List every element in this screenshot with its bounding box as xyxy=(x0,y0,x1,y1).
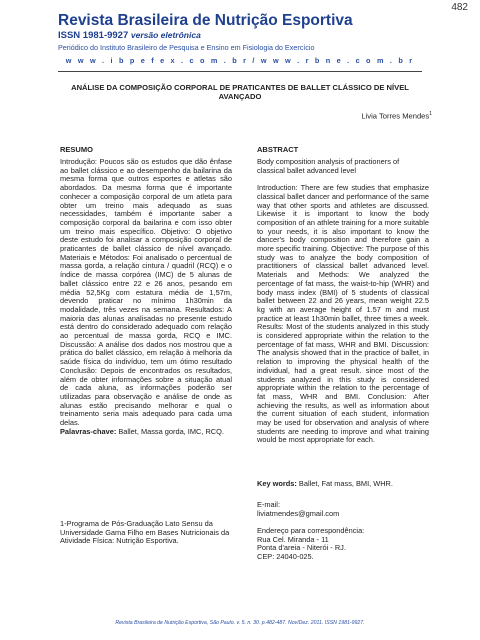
resumo-heading: RESUMO xyxy=(60,145,93,154)
keywords-pt xyxy=(60,428,232,437)
keywords-en-value: Ballet, Fat mass, BMI, WHR. xyxy=(298,479,393,488)
address-cep: CEP: 24040-025. xyxy=(257,552,314,562)
abstract-title: Body composition analysis of practioners of classical ballet advanced level xyxy=(257,157,400,175)
publisher-line: Periódico do Instituto Brasileiro de Pesquisa e Ensino em Fisiologia do Exercício xyxy=(58,43,315,52)
author-name: Livia Torres Mendes xyxy=(361,111,430,121)
email-address[interactable]: liviatmendes@gmail.com xyxy=(257,509,340,518)
keywords-en xyxy=(257,480,429,489)
abstract-content xyxy=(257,158,429,445)
keywords-pt-value: Ballet, Massa gorda, IMC, RCQ. xyxy=(118,427,224,436)
keywords-pt-label: Palavras-chave: xyxy=(60,427,117,436)
address-line-1: Rua Cel. Miranda - 11 xyxy=(257,534,329,544)
correspondence-address xyxy=(257,527,429,562)
journal-urls: w w w . i b p e f e x . c o m . b r / w w w . r b n e . c o m . b r xyxy=(65,56,415,65)
abstract-heading: ABSTRACT xyxy=(257,145,299,154)
resumo-body: Introdução: Poucos são os estudos que dão ênfase ao ballet clássico e ao desempenho da bailarina da mesma forma que outros esportes e atletas são abordados. Da mesma forma que é importante conhecer a composição corporal de um atleta para obter um treino mais adequado as suas necessidades, também é importante saber a composição corporal da bailarina e com isso obter um treino mais específico. Objetivo: O objetivo deste estudo foi analisar a composição corporal de praticantes de ballet clássico de nível avançado. Materiais e Métodos: Foi analisado o percentual de massa gorda, a relação cintura / quadril (RCQ) e o índice de massa corpórea (IMC) de 5 alunas de ballet clássico entre 22 e 26 anos, pesando em média 52,5Kg com estatura média de 1,57m, devendo praticar no mínimo 1h30min da modalidade, três vezes na semana. Resultados: A maioria das alunas analisadas no presente estudo está dentro do considerado adequado com relação ao percentual de massa gorda, RCQ e IMC. Discussão: A análise dos dados nos mostrou que a prática do ballet clássico, em relação à melhoria da saúde física do indivíduo, tem um ótimo resultado Conclusão: Depois de encontrados os resultados, além de obter informações sobre a situação atual de cada aluna, as informações poderão ser utilizadas para observação e análise de onde as alunas estão precisando melhorar e qual o treinamento seria mais adequado para cada uma delas. xyxy=(60,157,232,428)
journal-title: Revista Brasileira de Nutrição Esportiva xyxy=(58,12,353,29)
issn: ISSN 1981-9927 xyxy=(58,30,129,41)
header-divider xyxy=(58,71,422,72)
abstract-body: Introduction: There are few studies that emphasize classical ballet dancer and performance of the same way that other sports and athletes are discussed. Likewise it is important to know the body composition of an athlete training for a more suitable to your needs, it is also important to know the dancer's body composition and therefore gain a more specific training. Objective: The purpose of this study was to analyze the body composition of practitioners of classical ballet advanced level. Materials and Methods: We analyzed the percentage of fat mass, the waist-to-hip (WHR) and body mass index (BMI) of 5 students of classical ballet between 22 and 26 years, mean weight 22.5 kg with an average height of 1.57 m and must practice at least 1h30min ballet, three times a week. Results: Most of the students analyzed in this study is considered appropriate within the relation to the percentage of fat mass, WHR and BMI. Discussion: The analysis showed that in the practice of ballet, in relation to improving the physical health of the individual, had a great result. since most of the students analyzed in this study is considered appropriate within the relation to the percentage of fat mass, WHR and BMI. Conclusion: After achieving the results, as well as information about the current situation of each student, information may be used for observation and analysis of where students are needing to improve and what training would be most appropriate for each. xyxy=(257,183,429,445)
email-label: E-mail: xyxy=(257,500,280,509)
address-line-2: Ponta d'areia - Niterói - RJ. xyxy=(257,543,346,553)
author-affiliation-mark: 1 xyxy=(429,111,432,117)
address-label: Endereço para correspondência: xyxy=(257,526,365,535)
edition-label: versão eletrônica xyxy=(130,30,201,40)
page-number: 482 xyxy=(451,2,468,13)
page-footer: Revista Brasileira de Nutrição Esportiva, São Paulo. v. 5. n. 30. p.482-487. Nov/Dez. 2011. ISSN 1981-9927. xyxy=(115,620,365,626)
affiliation-footnote: 1-Programa de Pós-Graduação Lato Sensu da Universidade Gama Filho em Bases Nutricionais da Atividade Física: Nutrição Esportiva. xyxy=(60,519,230,546)
author xyxy=(361,111,432,121)
issn-line xyxy=(58,30,201,41)
article-title: ANÁLISE DA COMPOSIÇÃO CORPORAL DE PRATICANTES DE BALLET CLÁSSICO DE NÍVEL AVANÇADO xyxy=(71,83,409,101)
keywords-en-label: Key words: xyxy=(257,479,297,488)
